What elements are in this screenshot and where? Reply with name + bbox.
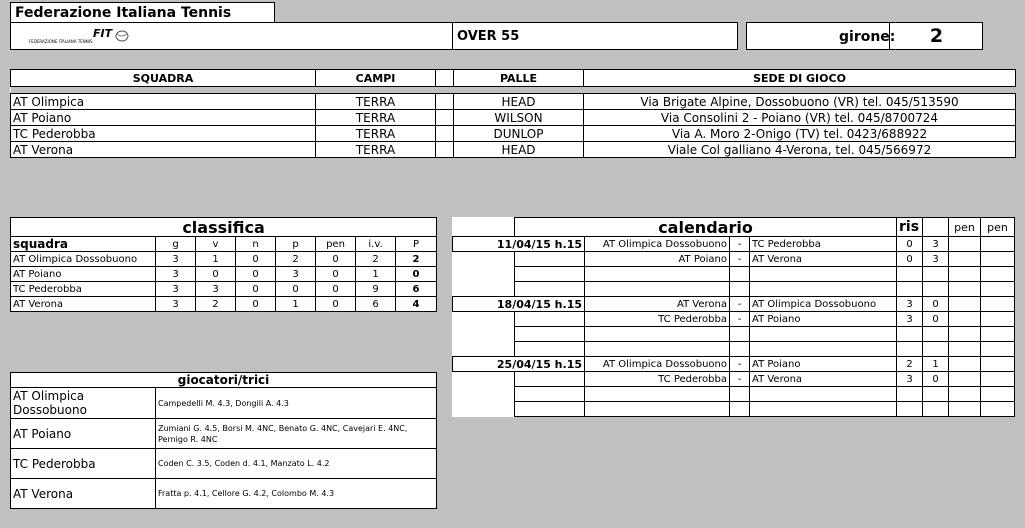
empty-cell [515, 312, 585, 327]
score-away: 0 [923, 372, 949, 387]
pen-cell [949, 297, 981, 312]
calendario-table [452, 217, 1015, 417]
girone-value-cell [889, 23, 983, 49]
calendario-title: calendario [515, 218, 897, 237]
table-row [453, 252, 1015, 267]
home-team: AT Olimpica Dossobuono [585, 357, 730, 372]
tennis-ball-icon [115, 30, 129, 42]
cell: 2 [276, 252, 316, 267]
separator: - [730, 237, 750, 252]
round-date: 25/04/15 h.15 [453, 357, 585, 372]
pen-cell [981, 237, 1015, 252]
table-row [11, 252, 437, 267]
table-row [453, 357, 1015, 372]
col-campi: CAMPI [316, 70, 436, 87]
teams-header-row [11, 70, 1016, 87]
team-palle: WILSON [454, 110, 584, 126]
team-campi: TERRA [316, 142, 436, 158]
team-sede: Via Consolini 2 - Poiano (VR) tel. 045/8700724 [584, 110, 1016, 126]
col-header: p [276, 237, 316, 252]
giocatori-title: giocatori/trici [11, 373, 437, 388]
round-date: 11/04/15 h.15 [453, 237, 585, 252]
team-campi: TERRA [316, 126, 436, 142]
players-list: Fratta p. 4.1, Cellore G. 4.2, Colombo M. 4.3 [156, 479, 437, 509]
team-sede: Via A. Moro 2-Onigo (TV) tel. 0423/688922 [584, 126, 1016, 142]
score-home: 3 [897, 372, 923, 387]
players-list: Campedelli M. 4.3, Dongili A. 4.3 [156, 388, 437, 419]
team-palle: HEAD [454, 142, 584, 158]
spacer-cell [453, 218, 515, 237]
col-header: v [196, 237, 236, 252]
table-row [11, 267, 437, 282]
cell: 2 [356, 252, 396, 267]
empty-header [923, 218, 949, 237]
cell: AT Verona [11, 297, 156, 312]
pen-cell [981, 357, 1015, 372]
empty-row [453, 282, 1015, 297]
team-name: TC Pederobba [11, 449, 156, 479]
federation-title-box [10, 2, 275, 23]
empty-row [453, 327, 1015, 342]
separator: - [730, 297, 750, 312]
empty-cell [515, 252, 585, 267]
table-row [11, 94, 1016, 110]
fit-logo-text: FIT [93, 27, 113, 40]
players-list: Coden C. 3.5, Coden d. 4.1, Manzato L. 4.2 [156, 449, 437, 479]
empty-row [453, 387, 1015, 402]
classifica-title: classifica [11, 218, 437, 237]
fit-logo [29, 27, 139, 47]
points-cell: 2 [396, 252, 437, 267]
girone-label: girone: [839, 29, 896, 45]
cell: 1 [196, 252, 236, 267]
table-row [11, 449, 437, 479]
table-row [11, 419, 437, 449]
team-palle: DUNLOP [454, 126, 584, 142]
logo-box [10, 22, 453, 50]
cell: 0 [236, 267, 276, 282]
points-cell: 4 [396, 297, 437, 312]
spacer-cell [436, 110, 454, 126]
players-list: Zumiani G. 4.5, Borsi M. 4NC, Benato G. 4NC, Cavejari E. 4NC, Pernigo R. 4NC [156, 419, 437, 449]
giocatori-table [10, 372, 437, 509]
team-name: AT Olimpica Dossobuono [11, 388, 156, 419]
cell: 3 [156, 297, 196, 312]
separator: - [730, 372, 750, 387]
points-cell: 0 [396, 267, 437, 282]
score-home: 0 [897, 237, 923, 252]
category-box [452, 22, 738, 50]
table-row [11, 297, 437, 312]
cell: TC Pederobba [11, 282, 156, 297]
spacer-cell [436, 126, 454, 142]
away-team: AT Verona [750, 252, 897, 267]
pen-cell [949, 357, 981, 372]
score-home: 2 [897, 357, 923, 372]
away-team: AT Poiano [750, 357, 897, 372]
cell: 3 [196, 282, 236, 297]
score-away: 0 [923, 312, 949, 327]
team-name: AT Olimpica [11, 94, 316, 110]
score-away: 1 [923, 357, 949, 372]
empty-row [453, 342, 1015, 357]
spacer-cell [436, 142, 454, 158]
classifica-table [10, 217, 437, 312]
team-name: AT Poiano [11, 110, 316, 126]
cell: 0 [236, 297, 276, 312]
table-row [453, 297, 1015, 312]
team-name: AT Verona [11, 479, 156, 509]
table-row [11, 110, 1016, 126]
col-header: squadra [11, 237, 156, 252]
col-header: g [156, 237, 196, 252]
away-team: AT Poiano [750, 312, 897, 327]
home-team: TC Pederobba [585, 372, 730, 387]
team-sede: Via Brigate Alpine, Dossobuono (VR) tel. 045/513590 [584, 94, 1016, 110]
away-team: AT Verona [750, 372, 897, 387]
col-sede: SEDE DI GIOCO [584, 70, 1016, 87]
cell: 3 [156, 267, 196, 282]
pen-header: pen [949, 218, 981, 237]
federation-title: Federazione Italiana Tennis [15, 5, 232, 21]
home-team: TC Pederobba [585, 312, 730, 327]
team-campi: TERRA [316, 110, 436, 126]
empty-row [453, 267, 1015, 282]
table-row [453, 312, 1015, 327]
home-team: AT Poiano [585, 252, 730, 267]
cell: 6 [356, 297, 396, 312]
col-header: pen [316, 237, 356, 252]
cell: AT Olimpica Dossobuono [11, 252, 156, 267]
col-squadra: SQUADRA [11, 70, 316, 87]
col-header: i.v. [356, 237, 396, 252]
table-row [11, 479, 437, 509]
team-campi: TERRA [316, 94, 436, 110]
girone-value: 2 [929, 25, 944, 47]
pen-cell [981, 252, 1015, 267]
fit-logo-subtext: FEDERAZIONE ITALIANA TENNIS [29, 39, 93, 44]
table-row [11, 142, 1016, 158]
cell: 1 [356, 267, 396, 282]
pen-cell [981, 372, 1015, 387]
spacer-cell [453, 252, 515, 267]
cell: 9 [356, 282, 396, 297]
spacer-cell [453, 312, 515, 327]
points-cell: 6 [396, 282, 437, 297]
score-away: 3 [923, 252, 949, 267]
classifica-header-row [11, 237, 437, 252]
team-palle: HEAD [454, 94, 584, 110]
cell: 2 [196, 297, 236, 312]
cell: 0 [316, 252, 356, 267]
separator: - [730, 252, 750, 267]
cell: 0 [236, 282, 276, 297]
round-date: 18/04/15 h.15 [453, 297, 585, 312]
cell: 3 [156, 252, 196, 267]
team-name: AT Verona [11, 142, 316, 158]
pen-cell [949, 252, 981, 267]
teams-gap-row [11, 87, 1016, 94]
separator: - [730, 312, 750, 327]
cell: 0 [196, 267, 236, 282]
cell: 3 [156, 282, 196, 297]
team-name: TC Pederobba [11, 126, 316, 142]
score-away: 3 [923, 237, 949, 252]
col-palle: PALLE [454, 70, 584, 87]
table-row [11, 126, 1016, 142]
spacer-cell [453, 372, 515, 387]
cell: 0 [316, 282, 356, 297]
separator: - [730, 357, 750, 372]
category-label: OVER 55 [457, 29, 520, 44]
cell: 3 [276, 267, 316, 282]
pen-header: pen [981, 218, 1015, 237]
pen-cell [981, 297, 1015, 312]
score-away: 0 [923, 297, 949, 312]
empty-row [453, 402, 1015, 417]
cell: 1 [276, 297, 316, 312]
score-home: 0 [897, 252, 923, 267]
col-header: n [236, 237, 276, 252]
cell: 0 [276, 282, 316, 297]
col-spacer [436, 70, 454, 87]
team-sede: Viale Col galliano 4-Verona, tel. 045/566972 [584, 142, 1016, 158]
table-row [11, 388, 437, 419]
score-home: 3 [897, 312, 923, 327]
table-row [453, 372, 1015, 387]
away-team: AT Olimpica Dossobuono [750, 297, 897, 312]
cell: 0 [236, 252, 276, 267]
pen-cell [949, 372, 981, 387]
cell: 0 [316, 297, 356, 312]
home-team: AT Verona [585, 297, 730, 312]
home-team: AT Olimpica Dossobuono [585, 237, 730, 252]
cell: AT Poiano [11, 267, 156, 282]
girone-box [746, 22, 983, 50]
spacer-cell [436, 94, 454, 110]
team-name: AT Poiano [11, 419, 156, 449]
away-team: TC Pederobba [750, 237, 897, 252]
pen-cell [981, 312, 1015, 327]
col-header: P [396, 237, 437, 252]
ris-header: ris [897, 218, 923, 237]
table-row [11, 282, 437, 297]
empty-cell [515, 372, 585, 387]
pen-cell [949, 237, 981, 252]
cell: 0 [316, 267, 356, 282]
score-home: 3 [897, 297, 923, 312]
calendario-header-row [453, 218, 1015, 237]
teams-table [10, 69, 1016, 158]
table-row [453, 237, 1015, 252]
pen-cell [949, 312, 981, 327]
